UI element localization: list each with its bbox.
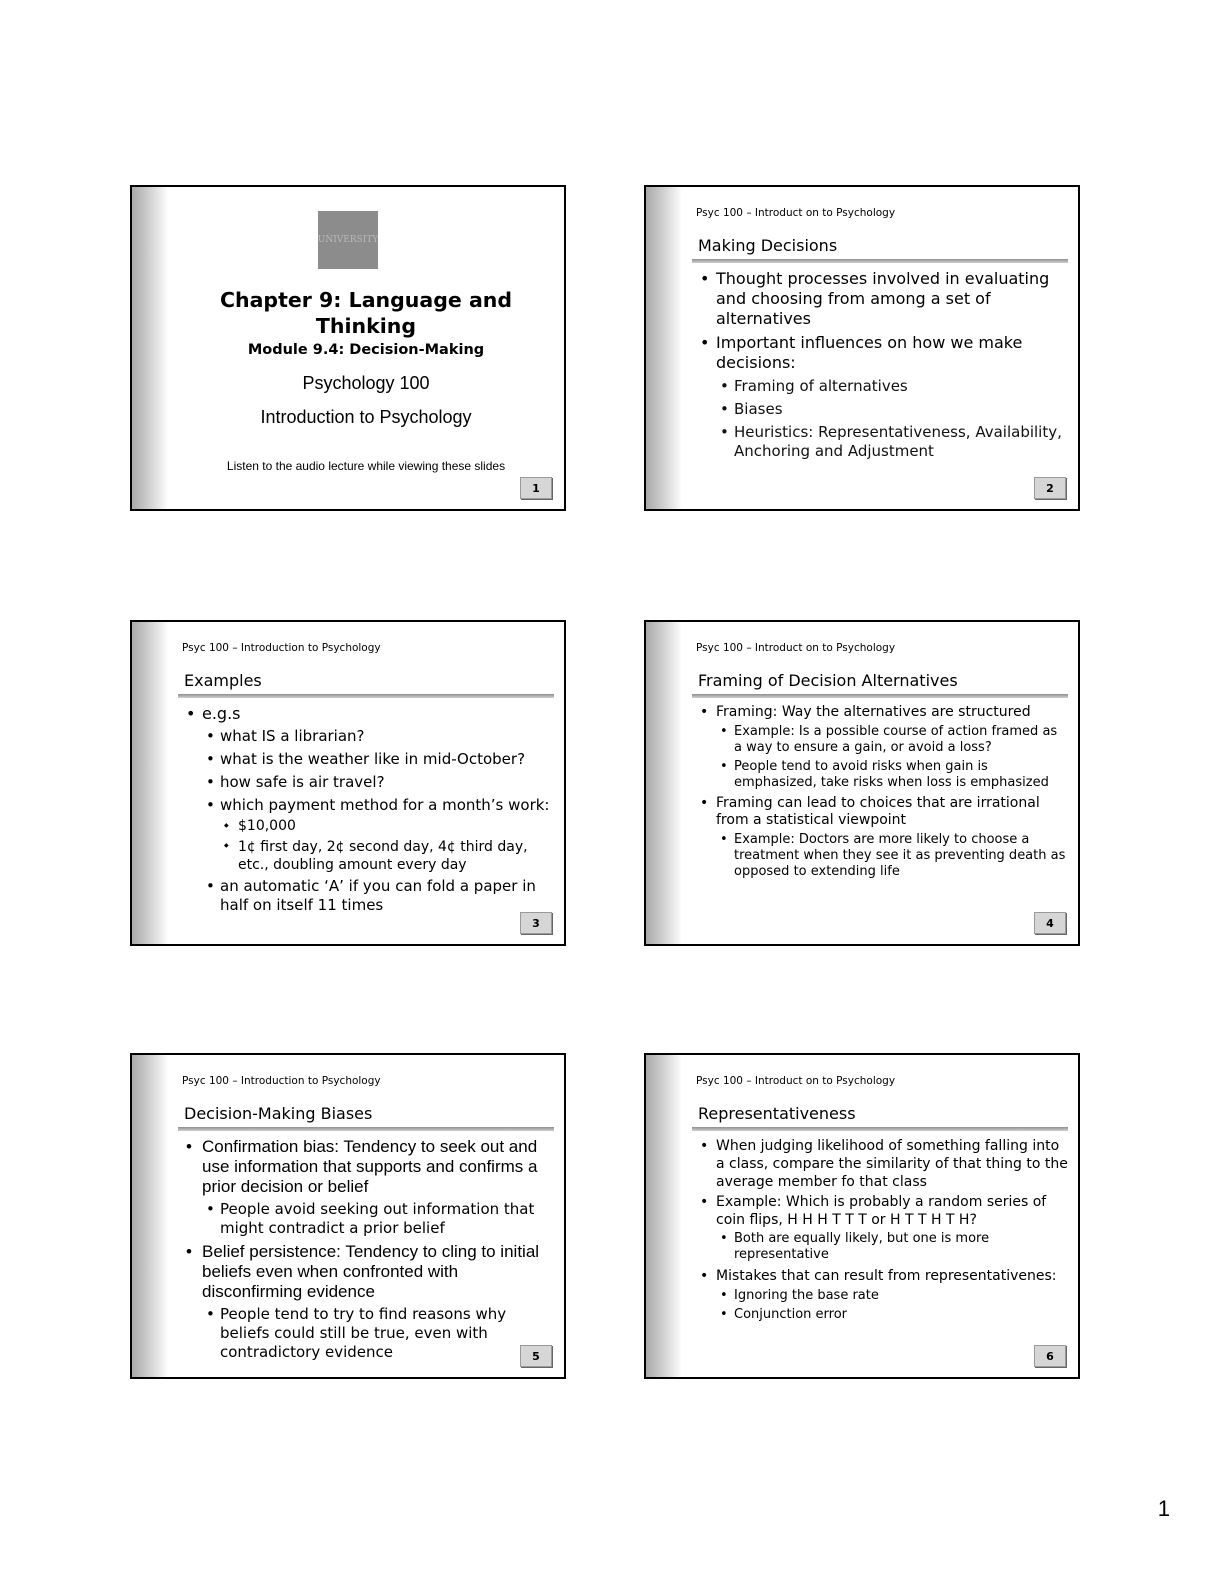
logo-text: UNIVERSITY [317, 235, 379, 245]
slide-header: Psyc 100 – Introduction to Psychology [182, 1075, 381, 1087]
slide-number: 4 [1034, 912, 1066, 934]
slide-3 [130, 620, 566, 946]
sub-bullet: • Biases [698, 400, 1068, 419]
slide-5 [130, 1053, 566, 1379]
sub-bullet: • Conjunction error [698, 1306, 1068, 1323]
bullet: • Confirmation bias: Tendency to seek out and use information that supports and confirms a prior decision or belief [184, 1137, 554, 1197]
title-rule [692, 694, 1068, 698]
bullet: • Important influences on how we make decisions: [698, 333, 1068, 373]
sub-bullet: • how safe is air travel? [184, 773, 554, 792]
slide-header: Psyc 100 – Introduct on to Psychology [696, 642, 896, 654]
sub-bullet: • what IS a librarian? [184, 727, 554, 746]
slide-number: 5 [520, 1345, 552, 1367]
title-rule [178, 1127, 554, 1131]
slide-header: Psyc 100 – Introduct on to Psychology [696, 207, 896, 219]
bullet: • Framing: Way the alternatives are structured [698, 704, 1068, 721]
slide-side-band [132, 1055, 168, 1377]
course-name: Introduction to Psychology [260, 407, 472, 427]
bullet: • Framing can lead to choices that are irrational from a statistical viewpoint [698, 795, 1068, 829]
bullet: • Thought processes involved in evaluating and choosing from among a set of alternatives [698, 269, 1068, 329]
slide-header: Psyc 100 – Introduct on to Psychology [696, 1075, 896, 1087]
sub-sub-bullet: ◆ 1¢ first day, 2¢ second day, 4¢ third day, etc., doubling amount every day [184, 838, 554, 874]
slide-number: 1 [520, 477, 552, 499]
slide-side-band [132, 622, 168, 944]
slide-number: 2 [1034, 477, 1066, 499]
slide-title: Framing of Decision Alternatives [698, 671, 958, 690]
title-rule [692, 1127, 1068, 1131]
sub-bullet: • what is the weather like in mid-October? [184, 750, 554, 769]
slide-header: Psyc 100 – Introduction to Psychology [182, 642, 381, 654]
slide-side-band [646, 622, 682, 944]
module-title: Module 9.4: Decision-Making [247, 342, 485, 358]
bullet: • Example: Which is probably a random series of coin flips, H H H T T T or H T T H T H? [698, 1193, 1068, 1229]
sub-bullet: • Ignoring the base rate [698, 1287, 1068, 1304]
sub-bullet: • Example: Is a possible course of action framed as a way to ensure a gain, or avoid a loss? [698, 724, 1068, 756]
university-logo [318, 211, 378, 269]
sub-bullet: • People tend to avoid risks when gain is emphasized, take risks when loss is emphasized [698, 759, 1068, 791]
sub-bullet: • which payment method for a month’s work: [184, 796, 554, 815]
slide-number: 6 [1034, 1345, 1066, 1367]
slide-number: 3 [520, 912, 552, 934]
sub-sub-bullet: ◆ $10,000 [184, 818, 554, 835]
sub-bullet: • an automatic ‘A’ if you can fold a paper in half on itself 11 times [184, 877, 554, 915]
slide-6 [644, 1053, 1080, 1379]
page-number: 1 [1157, 1496, 1170, 1521]
slide-title: Making Decisions [698, 236, 838, 255]
slide-side-band [646, 1055, 682, 1377]
sub-bullet: • Example: Doctors are more likely to choose a treatment when they see it as preventing death as opposed to extending life [698, 832, 1068, 880]
bullet: • Belief persistence: Tendency to cling to initial beliefs even when confronted with disconfirming evidence [184, 1242, 554, 1302]
title-rule [692, 259, 1068, 263]
slide-1 [130, 185, 566, 511]
title-rule [178, 694, 554, 698]
sub-bullet: • People tend to try to find reasons why beliefs could still be true, even with contradictory evidence [184, 1305, 554, 1362]
sub-bullet: • People avoid seeking out information that might contradict a prior belief [184, 1200, 554, 1238]
slide-title: Examples [184, 671, 262, 690]
slide-4 [644, 620, 1080, 946]
slide-title: Representativeness [698, 1104, 856, 1123]
sub-bullet: • Both are equally likely, but one is more representative [698, 1231, 1068, 1263]
slide-title: Decision-Making Biases [184, 1104, 373, 1123]
slide-2 [644, 185, 1080, 511]
slide-side-band [132, 187, 168, 509]
bullet: • e.g.s [184, 704, 554, 723]
bullet: • When judging likelihood of something falling into a class, compare the similarity of that thing to the average member fo that class [698, 1137, 1068, 1191]
chapter-title: Chapter 9: Language and Thinking [219, 288, 513, 338]
course-number: Psychology 100 [302, 373, 430, 393]
sub-bullet: • Heuristics: Representativeness, Availability, Anchoring and Adjustment [698, 423, 1068, 461]
slide-side-band [646, 187, 682, 509]
listen-note: Listen to the audio lecture while viewing these slides [226, 459, 506, 473]
bullet: • Mistakes that can result from representativenes: [698, 1267, 1068, 1285]
sub-bullet: • Framing of alternatives [698, 377, 1068, 396]
